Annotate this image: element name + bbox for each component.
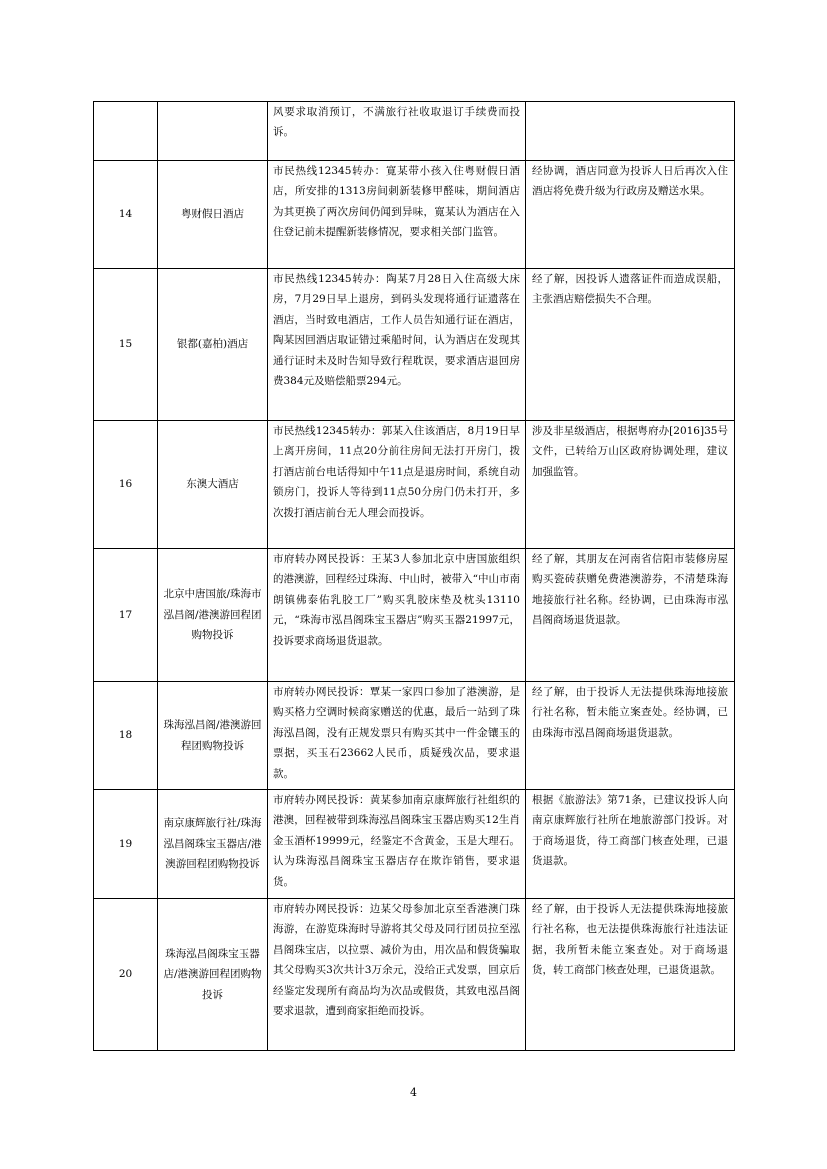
handling-result: 根据《旅游法》第71条，已建议投诉人向南京康辉旅行社所在地旅游部门投诉。对于商场退货，待工商部门核查处理，已退货退款。 [526, 790, 735, 899]
table-row [94, 899, 735, 1051]
page-number: 4 [410, 1086, 417, 1099]
table-row [94, 421, 735, 549]
handling-result: 经协调，酒店同意为投诉人日后再次入住酒店将免费升级为行政房及赠送水果。 [526, 161, 735, 269]
complaint-subject: 银都(嘉柏)酒店 [158, 269, 268, 421]
row-number: 17 [94, 549, 158, 682]
row-number: 16 [94, 421, 158, 549]
handling-result: 经了解，因投诉人遗落证件而造成误船，主张酒店赔偿损失不合理。 [526, 269, 735, 421]
table-row [94, 161, 735, 269]
complaint-content: 市府转办网民投诉：黄某参加南京康辉旅行社组织的港澳，回程被带到珠海泓昌阁珠宝玉器店购买12生肖金玉酒杯19999元，经鉴定不含黄金，玉是大理石。认为珠海泓昌阁珠宝玉器店存在欺诈销售，要求退货。 [268, 790, 526, 899]
table-row [94, 790, 735, 899]
row-number: 15 [94, 269, 158, 421]
handling-result: 经了解，由于投诉人无法提供珠海地接旅行社名称，也无法提供珠海旅行社违法证据，我所暂未能立案查处。对于商场退货，转工商部门核查处理，已退货退款。 [526, 899, 735, 1051]
handling-result: 经了解，由于投诉人无法提供珠海地接旅行社名称，暂未能立案查处。经协调，已由珠海市泓昌阁商场退货退款。 [526, 682, 735, 790]
handling-result [526, 102, 735, 161]
complaint-content: 市民热线12345转办：陶某7月28日入住高级大床房，7月29日早上退房，到码头发现将通行证遗落在酒店，当时致电酒店，工作人员告知通行证在酒店，陶某因回酒店取证错过乘船时间，认为酒店在发现其通行证时未及时告知导致行程耽误，要求酒店退回房费384元及赔偿船票294元。 [268, 269, 526, 421]
complaint-subject: 珠海泓昌阁/港澳游回程团购物投诉 [158, 682, 268, 790]
handling-result: 涉及非星级酒店，根据粤府办[2016]35号文件，已转给万山区政府协调处理，建议加强监管。 [526, 421, 735, 549]
row-number: 20 [94, 899, 158, 1051]
row-number: 14 [94, 161, 158, 269]
row-number [94, 102, 158, 161]
complaint-subject: 北京中唐国旅/珠海市泓昌阁/港澳游回程团购物投诉 [158, 549, 268, 682]
complaint-subject: 珠海泓昌阁珠宝玉器店/港澳游回程团购物投诉 [158, 899, 268, 1051]
table-row [94, 549, 735, 682]
table-row [94, 102, 735, 161]
complaint-content: 风要求取消预订，不满旅行社收取退订手续费而投诉。 [268, 102, 526, 161]
complaint-subject: 东澳大酒店 [158, 421, 268, 549]
handling-result: 经了解，其朋友在河南省信阳市装修房屋购买瓷砖获赠免费港澳游券，不清楚珠海地接旅行社名称。经协调，已由珠海市泓昌阁商场退货退款。 [526, 549, 735, 682]
complaint-content: 市府转办网民投诉：覃某一家四口参加了港澳游，是购买格力空调时候商家赠送的优惠，最后一站到了珠海泓昌阁，没有正规发票只有购买其中一件金镶玉的票据，买玉石23662人民币，质疑残次品，要求退款。 [268, 682, 526, 790]
complaint-content: 市民热线12345转办：寛某带小孩入住粤财假日酒店，所安排的1313房间刺新装修甲醛味，期间酒店为其更换了两次房间仍闻到异味，寛某认为酒店在入住登记前未提醒新装修情况，要求相关部门监管。 [268, 161, 526, 269]
complaint-subject [158, 102, 268, 161]
complaints-table [93, 101, 735, 1051]
complaint-subject: 南京康辉旅行社/珠海泓昌阁珠宝玉器店/港澳游回程团购物投诉 [158, 790, 268, 899]
complaint-content: 市府转办网民投诉：边某父母参加北京至香港澳门珠海游，在游览珠海时导游将其父母及同行团员拉至泓昌阁珠宝店，以拉票、减价为由，用次品和假货骗取其父母购买3次共计3万余元，没给正式发票，回京后经鉴定发现所有商品均为次品或假货，其致电泓昌阁要求退款，遭到商家拒绝而投诉。 [268, 899, 526, 1051]
row-number: 19 [94, 790, 158, 899]
complaint-content: 市民热线12345转办：郭某入住该酒店，8月19日早上离开房间，11点20分前往房间无法打开房门，拨打酒店前台电话得知中午11点是退房时间，系统自动锁房门，投诉人等待到11点50分房门仍未打开，多次拨打酒店前台无人理会而投诉。 [268, 421, 526, 549]
complaint-content: 市府转办网民投诉：王某3人参加北京中唐国旅组织的港澳游，回程经过珠海、中山时，被带入“中山市南朗镇佛泰佑乳胶工厂”购买乳胶床垫及枕头13110元，“珠海市泓昌阁珠宝玉器店”购买玉器21997元，投诉要求商场退货退款。 [268, 549, 526, 682]
row-number: 18 [94, 682, 158, 790]
table-row [94, 682, 735, 790]
table-row [94, 269, 735, 421]
complaint-subject: 粤财假日酒店 [158, 161, 268, 269]
